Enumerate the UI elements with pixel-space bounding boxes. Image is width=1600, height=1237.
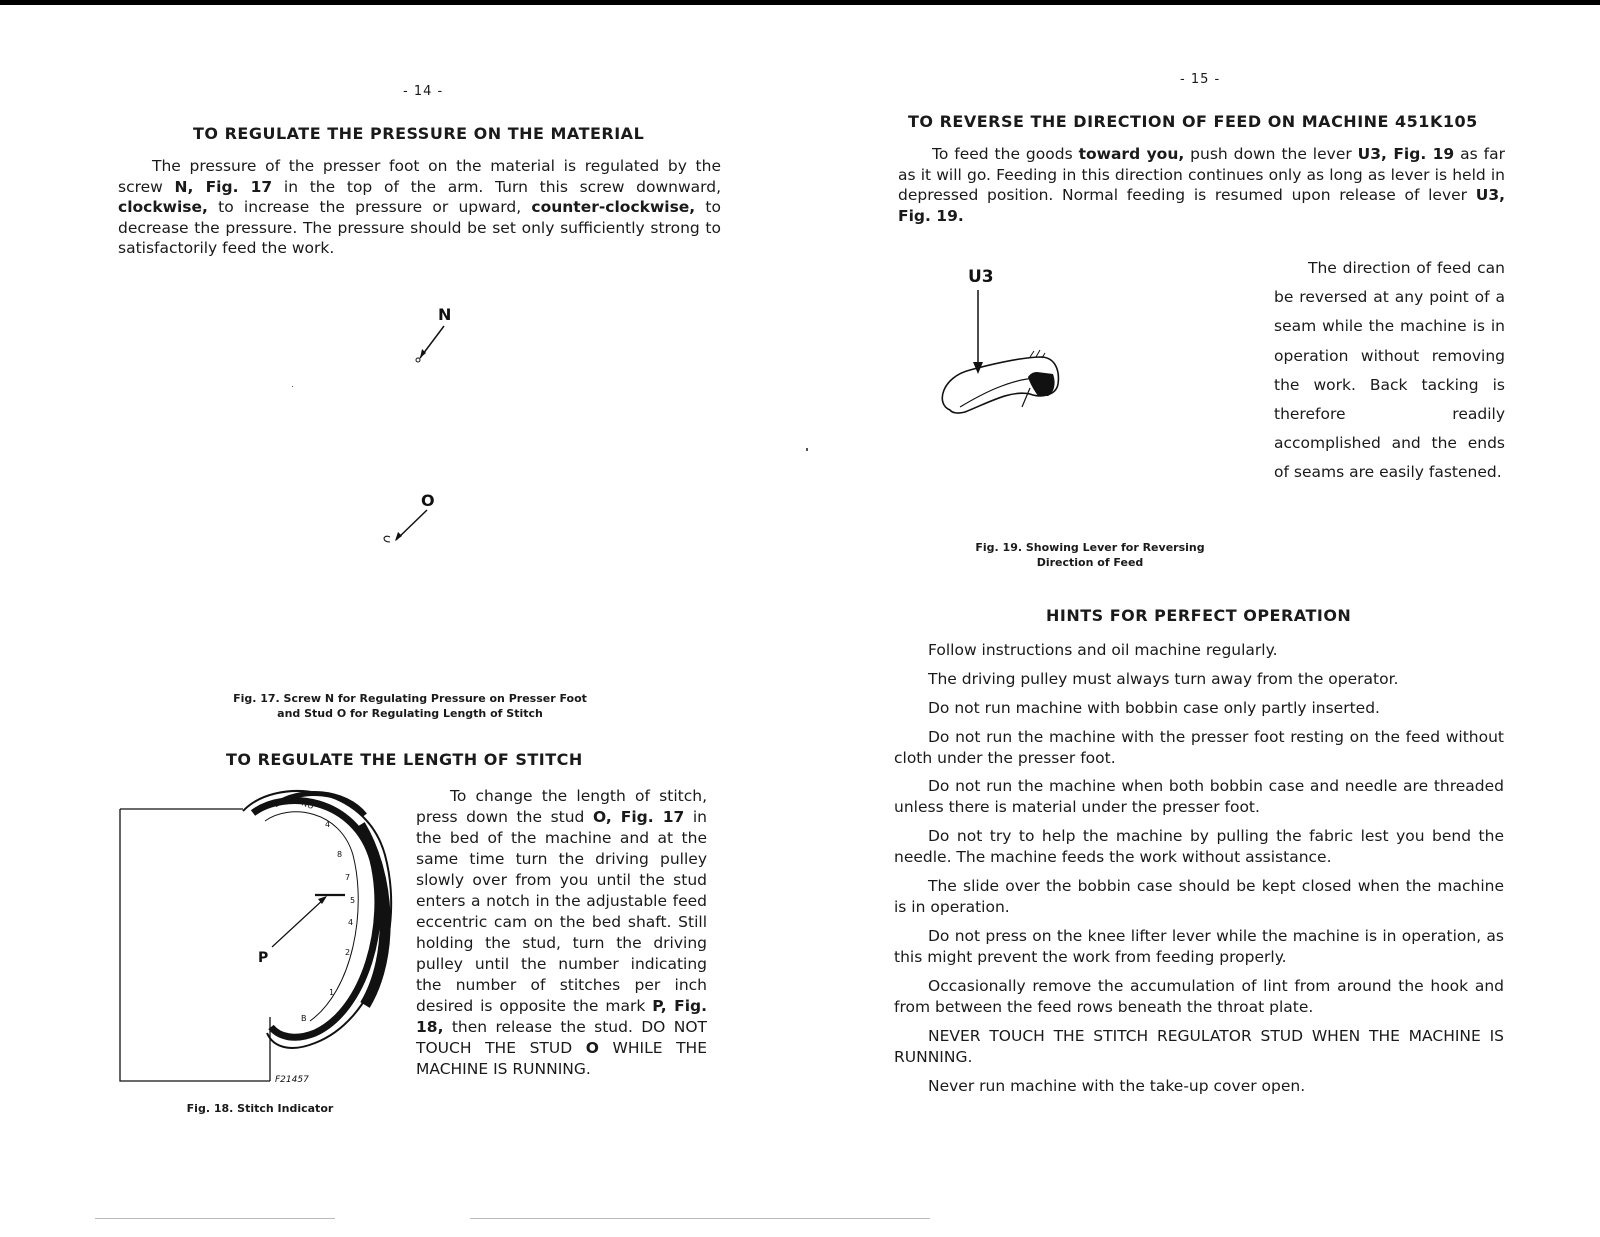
caption-fig-17 [200, 691, 620, 721]
scan-speck [95, 1218, 335, 1219]
label-o: O [421, 491, 435, 510]
hint-item: Follow instructions and oil machine regularly. [928, 641, 1278, 659]
hint-item: The driving pulley must always turn away from the operator. [928, 670, 1399, 688]
svg-text:4: 4 [348, 918, 354, 927]
hint-item: The slide over the bobbin case should be kept closed when the machine is in operation. [894, 877, 1504, 916]
arrow-p-icon [272, 898, 325, 947]
heading-regulate-length: TO REGULATE THE LENGTH OF STITCH [226, 750, 583, 769]
hint-item: Do not run machine with bobbin case only partly inserted. [928, 699, 1380, 717]
hint-item: Occasionally remove the accumulation of lint from around the hook and from between the feed rows beneath the throat plate. [894, 977, 1504, 1016]
figure-17 [370, 300, 490, 560]
scan-speck [806, 448, 808, 451]
caption-fig-19 [950, 540, 1230, 570]
caption-fig-17-line1: Fig. 17. Screw N for Regulating Pressure on Presser Foot [233, 692, 587, 705]
svg-text:7: 7 [345, 873, 351, 882]
svg-text:2: 2 [345, 948, 351, 957]
hint-item: Do not run the machine when both bobbin case and needle are threaded unless there is material under the presser foot. [894, 777, 1504, 816]
svg-text:1: 1 [329, 988, 335, 997]
page-number-left: - 14 - [403, 84, 444, 99]
svg-text:NO: NO [300, 798, 315, 812]
label-n: N [438, 305, 452, 324]
paragraph-regulate-length: To change the length of stitch, press down the stud O, Fig. 17 in the bed of the machine and at the same time turn the driving pulley slowly over from you until the stud enters a notch in the adjustable feed eccentric cam on the bed shaft. Still holding the stud, turn the driving pulley until the number indicating the number of stitches per inch desired is opposite the mark P, Fig. 18, then release the stud. DO NOT TOUCH THE STUD O WHILE THE MACHINE IS RUNNING. [416, 787, 707, 1078]
hint-item: Do not run the machine with the presser foot resting on the feed without cloth under the presser foot. [894, 728, 1504, 767]
hint-item: Do not try to help the machine by pulling the fabric lest you bend the needle. The machine feeds the work without assistance. [894, 827, 1504, 866]
part-number: F21457 [275, 1075, 309, 1085]
paragraph-regulate-pressure: The pressure of the presser foot on the material is regulated by the screw N, Fig. 17 in the top of the arm. Turn this screw downward, clockwise, to increase the pressure or upward, counter-clockwise, to decrease the pressure. The pressure should be set only sufficiently strong to satisfactorily feed the work. [118, 157, 721, 257]
paragraph-reverse-feed: To feed the goods toward you, push down the lever U3, Fig. 19 as far as it will go. Feeding in this direction continues only as long as lever is held in depressed position. Normal feeding is resumed upon release of lever U3, Fig. 19. [898, 145, 1505, 225]
caption-fig-19-line1: Fig. 19. Showing Lever for Reversing [975, 541, 1205, 554]
caption-fig-18: Fig. 18. Stitch Indicator [186, 1102, 334, 1115]
label-p: P [258, 950, 269, 966]
heading-regulate-pressure: TO REGULATE THE PRESSURE ON THE MATERIAL [193, 124, 645, 143]
hint-item: NEVER TOUCH THE STITCH REGULATOR STUD WHEN THE MACHINE IS RUNNING. [894, 1027, 1504, 1066]
paragraph-direction-of-feed: The direction of feed can be reversed at any point of a seam while the machine is in operation without removing the work. Back tacking is therefore readily accomplished and the ends of seams are easily fastened. [1274, 259, 1505, 482]
svg-text:5: 5 [350, 896, 356, 905]
hint-item: Never run machine with the take-up cover open. [928, 1077, 1306, 1095]
figure-18 [115, 785, 415, 1090]
caption-fig-19-line2: Direction of Feed [1036, 556, 1144, 569]
svg-text:B: B [301, 1014, 307, 1023]
label-u3: U3 [968, 267, 994, 287]
scan-top-border [0, 0, 1600, 5]
caption-fig-17-line2: and Stud O for Regulating Length of Stitch [277, 707, 543, 720]
heading-hints: HINTS FOR PERFECT OPERATION [1046, 606, 1352, 625]
svg-text:4: 4 [325, 820, 331, 829]
svg-text:8: 8 [337, 850, 343, 859]
figure-19 [930, 262, 1090, 432]
hint-item: Do not press on the knee lifter lever while the machine is in operation, as this might prevent the work from feeding properly. [894, 927, 1504, 966]
scan-speck [292, 386, 293, 387]
heading-reverse-feed: TO REVERSE THE DIRECTION OF FEED ON MACHINE 451K105 [908, 112, 1478, 131]
page-number-right: - 15 - [1180, 72, 1221, 87]
scan-speck [470, 1218, 930, 1219]
